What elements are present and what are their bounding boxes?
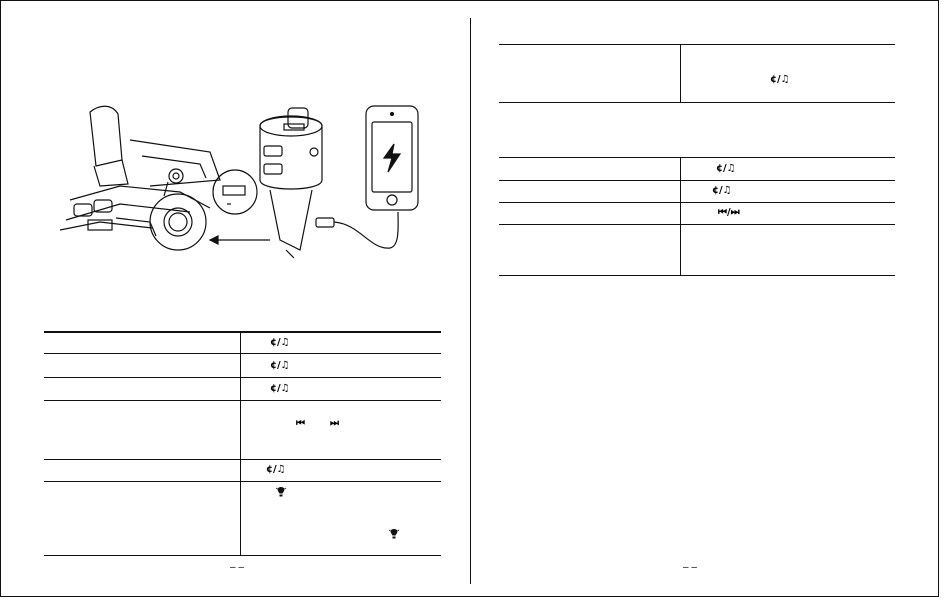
previous-track-icon: ⏮ <box>296 418 305 429</box>
call-music-icon: ¢/♫ <box>270 360 290 371</box>
right-top-table-rule <box>499 44 895 45</box>
call-music-icon: ¢/♫ <box>270 383 290 394</box>
left-table-rule <box>44 400 441 401</box>
car-charger-illustration <box>60 100 430 270</box>
charger-device-drawing <box>260 108 322 258</box>
right-table-rule <box>499 224 895 225</box>
left-table-top-rule <box>44 331 441 333</box>
right-table-rule <box>499 180 895 181</box>
right-table-rule <box>499 202 895 203</box>
right-table-rule <box>499 157 895 158</box>
left-table-rule <box>44 353 441 354</box>
page-number-right: – – <box>683 562 697 573</box>
smartphone-drawing <box>366 106 418 210</box>
page-divider <box>470 18 471 584</box>
call-music-icon: ¢/♫ <box>770 74 790 85</box>
right-table-rule <box>499 275 895 276</box>
call-music-icon: ¢/♫ <box>712 185 732 196</box>
light-bulb-icon <box>389 528 399 540</box>
insert-arrow <box>210 236 270 244</box>
light-bulb-icon <box>276 486 286 498</box>
left-table-bottom-rule <box>44 555 441 556</box>
usb-cable-drawing <box>316 212 398 248</box>
left-table-rule <box>44 459 441 460</box>
usb-port-zoom-circle <box>213 170 257 214</box>
right-table-column-divider <box>680 157 681 275</box>
right-top-table-rule <box>499 102 895 103</box>
left-table-rule <box>44 377 441 378</box>
next-track-icon: ⏭ <box>330 418 339 429</box>
call-music-icon: ¢/♫ <box>266 464 286 475</box>
right-top-table-column-divider <box>680 44 681 102</box>
car-console-drawing <box>60 106 220 236</box>
left-table-column-divider <box>240 331 241 555</box>
page-number-left: – – <box>230 562 244 573</box>
left-table-rule <box>44 481 441 482</box>
call-music-icon: ¢/♫ <box>716 163 736 174</box>
call-music-icon: ¢/♫ <box>270 337 290 348</box>
previous-next-track-icon: ⏮/⏭ <box>718 207 740 218</box>
